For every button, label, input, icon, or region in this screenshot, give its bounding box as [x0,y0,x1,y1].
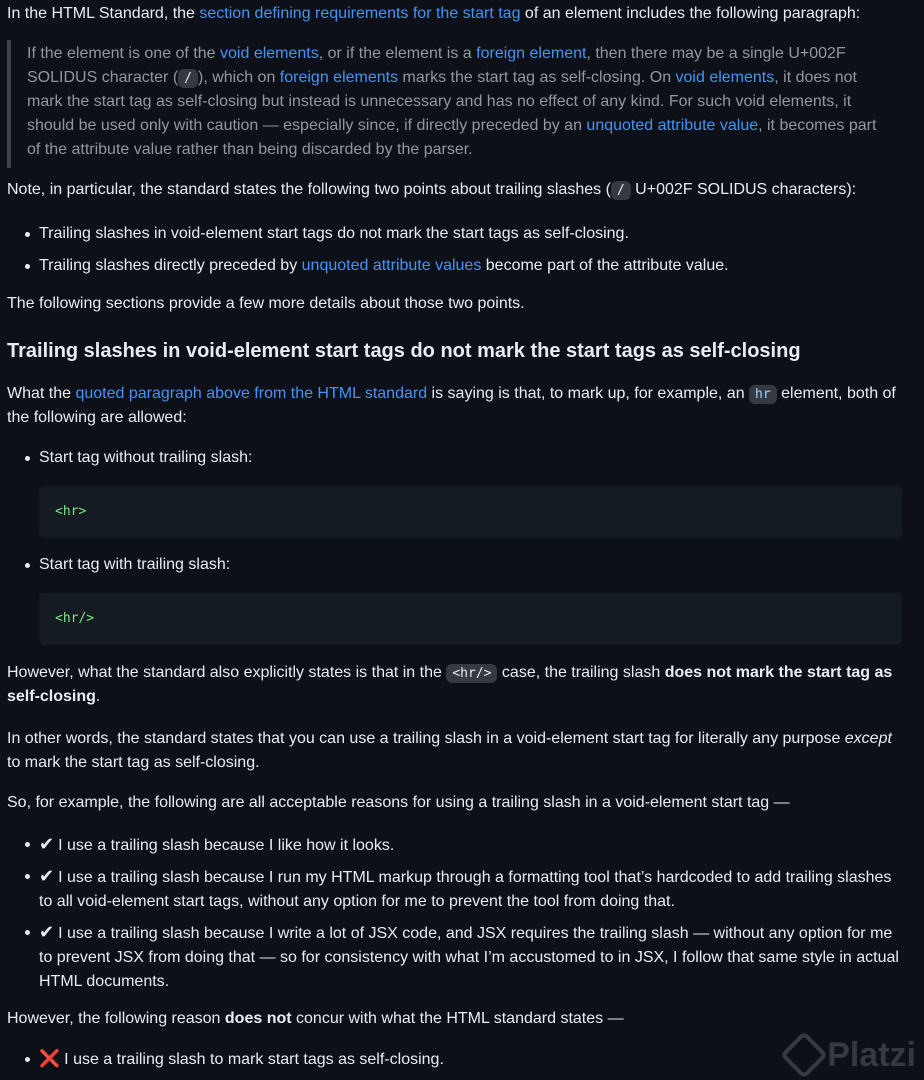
list-item [7,832,907,858]
text: , then there may be a single U+002F SOLIDUS character ( [27,45,846,86]
hr-code: hr [749,385,777,404]
text: . [95,688,101,705]
points-list [7,222,907,278]
solidus-code: / [611,181,631,200]
does-not-concur-paragraph [7,1007,624,1031]
list-item [7,222,907,254]
text: In the HTML Standard, the [7,5,200,22]
solidus-code: / [178,69,198,88]
text: What the [7,385,76,402]
sections-paragraph: The following sections provide a few more details about those two points. [7,295,525,312]
example-list-1 [7,446,907,470]
watermark-text: Platzi [827,1036,916,1074]
code-block-without-slash [39,486,902,538]
unquoted-attribute-values-link[interactable]: unquoted attribute values [301,257,482,274]
text: Start tag with trailing slash: [39,556,231,573]
text: Trailing slashes in void-element start tags do not mark the start tags as self-closing. [39,225,629,242]
note-paragraph [7,178,907,202]
bold-text: does not [224,1010,292,1027]
text: Note, in particular, the standard states the following two points about trailing slashes ( [7,181,611,198]
list-item [7,553,907,577]
acceptable-reasons-paragraph: So, for example, the following are all acceptable reasons for using a trailing slash in a void-element start tag — [7,794,790,811]
hr-slash-code: <hr/> [446,664,497,683]
quote-paragraph [27,42,887,162]
text: I use a trailing slash because I run my HTML markup through a formatting tool that’s hardcoded to add trailing slashes to all void-element start tags, without any option for me to prevent the tool from doing that. [39,869,892,910]
example-paragraph [7,382,907,430]
text: , it does not mark the start tag as self-closing but instead is unnecessary and has no effect of any kind. For such void elements, it should be used only with caution — especially since, if directly preceded by an [27,69,857,134]
unquoted-attribute-value-link[interactable]: unquoted attribute value [586,117,759,134]
text: However, what the standard also explicitly states is that in the [7,664,447,681]
platzi-logo-icon [780,1031,828,1079]
bold-text: does not mark the start tag as self-closing [7,664,893,705]
code-text: <hr/> [55,611,95,626]
text: element, both of the following are allowed: [7,385,896,426]
code-text: <hr> [55,504,87,519]
list-item [7,864,907,914]
checkmark-icon: ✔ [39,866,55,886]
code-block-with-slash [39,593,902,645]
quoted-paragraph-link[interactable]: quoted paragraph above from the HTML standard [75,385,428,402]
text: to mark the start tag as self-closing. [7,754,260,771]
text: marks the start tag as self-closing. On [398,69,676,86]
void-elements-link-2[interactable]: void elements [675,69,775,86]
rejected-reasons-list [7,1047,907,1072]
text: , or if the element is a [318,45,477,62]
cross-mark-icon: ❌ [39,1049,61,1068]
text: ), which on [197,69,280,86]
text: case, the trailing slash [497,664,665,681]
checkmark-icon: ✔ [39,834,55,854]
spec-section-link[interactable]: section defining requirements for the start tag [199,5,521,22]
text: Trailing slashes directly preceded by [39,257,302,274]
foreign-elements-link[interactable]: foreign elements [279,69,399,86]
list-item [7,254,907,278]
text: I use a trailing slash because I write a lot of JSX code, and JSX requires the trailing slash — without any option for me to prevent JSX from doing that — so for consistency with what I’m accustomed to in JSX, I follow that same style in actual HTML documents. [39,925,899,990]
acceptable-reasons-list [7,832,907,994]
text: of an element includes the following paragraph: [520,5,861,22]
text: If the element is one of the [27,45,221,62]
text: U+002F SOLIDUS characters): [630,181,857,198]
intro-paragraph [7,2,860,26]
text: , it becomes part of the attribute value rather than being discarded by the parser. [27,117,877,158]
example-list-2 [7,553,907,577]
text: concur with what the HTML standard states — [291,1010,624,1027]
text: Start tag without trailing slash: [39,449,253,466]
text: I use a trailing slash because I like how it looks. [58,837,395,854]
list-item [7,1047,907,1072]
list-item [7,446,907,470]
foreign-element-link[interactable]: foreign element [476,45,587,62]
text: In other words, the standard states that you can use a trailing slash in a void-element start tag for literally any purpose [7,730,845,747]
text: become part of the attribute value. [481,257,729,274]
platzi-watermark [787,1038,916,1072]
text: is saying is that, to mark up, for example, an [427,385,750,402]
however-paragraph [7,661,907,709]
section-heading: Trailing slashes in void-element start tags do not mark the start tags as self-closing [7,340,801,362]
spec-quote [7,40,887,168]
void-elements-link[interactable]: void elements [220,45,319,62]
checkmark-icon: ✔ [39,922,55,942]
text: However, the following reason [7,1010,225,1027]
list-item [7,920,907,994]
text: I use a trailing slash to mark start tags as self-closing. [64,1051,444,1068]
emphasis-text: except [844,730,892,747]
other-words-paragraph [7,727,902,775]
